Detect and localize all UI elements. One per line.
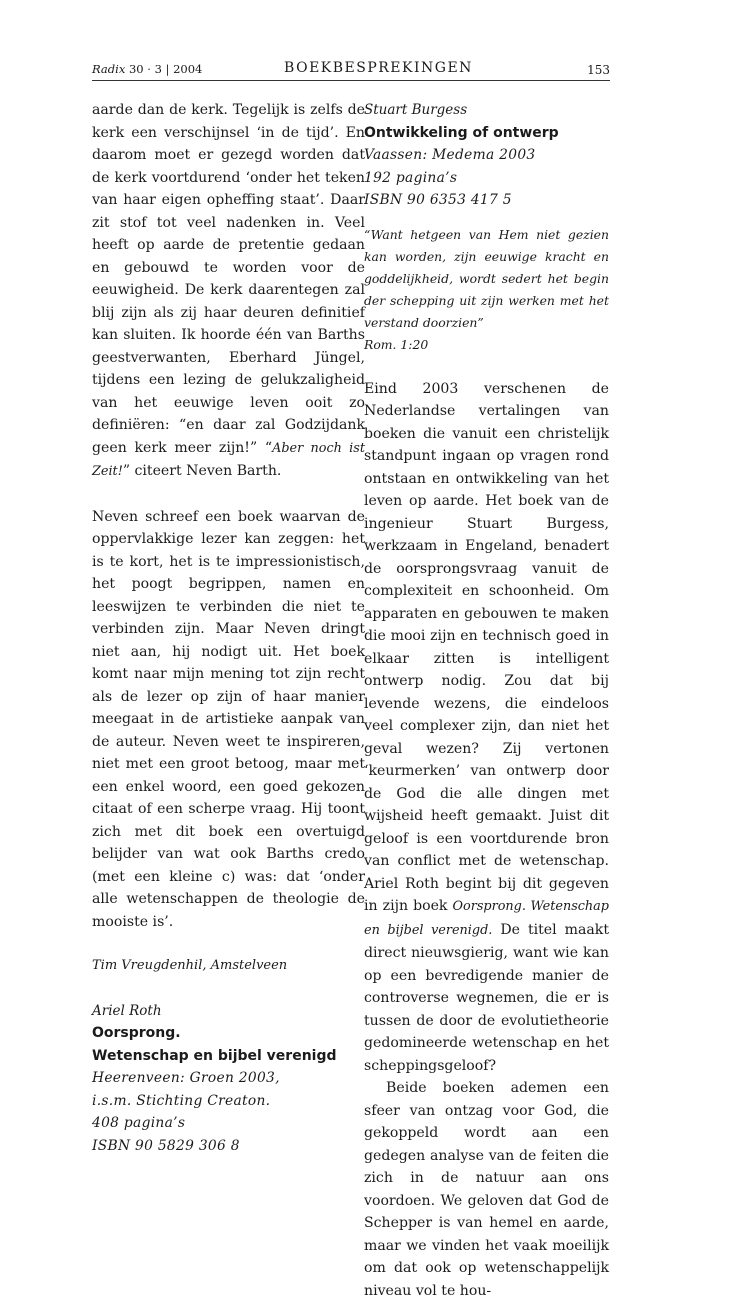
page-number: 153 xyxy=(587,63,610,77)
book-author: Stuart Burgess xyxy=(364,102,468,118)
book-cooperation: i.s.m. Stichting Creaton. xyxy=(92,1092,271,1109)
bible-quote: “Want hetgeen van Hem niet gezien kan worden, zijn eeuwige kracht en goddelijkheid, wordt sedert het begin der schepping uit zijn werken met het verstand doorzien” xyxy=(364,226,609,330)
book-publisher: Heerenveen: Groen 2003, xyxy=(92,1070,280,1086)
book-pages: 408 pagina’s xyxy=(92,1115,186,1131)
section-title: BOEKBESPREKINGEN xyxy=(284,60,473,76)
book-publisher: Vaassen: Medema 2003 xyxy=(364,147,536,163)
paragraph-barth-conclusion xyxy=(92,99,365,484)
book-info-burgess xyxy=(364,99,609,212)
left-column xyxy=(92,99,365,1157)
paragraph-text: ” citeert Neven Barth. xyxy=(122,463,282,479)
journal-issue: 30 · 3 | 2004 xyxy=(128,62,203,76)
book-author: Ariel Roth xyxy=(92,1002,162,1019)
paragraph-review-continued: Beide boeken ademen een sfeer van ontzag voor God, die gekoppeld wordt aan een gedegen analyse van de feiten die zich in de natuur aan ons voordoen. We geloven dat God de Schepper is van hemel en aarde, maar we vinden het vaak moeilijk om dat ook op wetenschappelijk niveau vol te hou- xyxy=(364,1080,609,1299)
paragraph-text: De titel maakt direct nieuwsgierig, want wie kan op een bevredigende manier de controverse wegnemen, die er is tussen de door de evolutietheorie gedomineerde wetenschap en het scheppingsgeloof? xyxy=(364,921,610,1074)
reviewer-signature: Tim Vreugdenhil, Amstelveen xyxy=(92,958,288,973)
right-column xyxy=(364,99,609,1302)
paragraph-review-intro xyxy=(364,378,609,1078)
german-quote: Aber noch ist Zeit! xyxy=(92,440,365,479)
book-title: Oorsprong. xyxy=(92,1025,181,1041)
running-header xyxy=(92,60,610,81)
book-isbn: ISBN 90 5829 306 8 xyxy=(92,1137,240,1154)
bible-reference: Rom. 1:20 xyxy=(364,336,429,352)
book-isbn: ISBN 90 6353 417 5 xyxy=(364,192,512,208)
book-subtitle: Wetenschap en bijbel verenigd xyxy=(92,1047,337,1064)
paragraph-text: aarde dan de kerk. Tegelijk is zelfs de kerk een verschijnsel ‘in de tijd’. En daarom moet er gezegd worden dat de kerk voortdurend ‘onder het teken van haar eigen opheffing staat’. Daar zit stof tot veel nadenken in. Veel heeft op aarde de pretentie gedaan en gebouwd te worden voor de eeuwigheid. De kerk daarentegen zal blij zijn als zij haar deuren definitief kan sluiten. Ik hoorde één van Barths geestverwanten, Eberhard Jüngel, tijdens een lezing de gelukzaligheid van het eeuwige leven ooit zo definiëren: “en daar zal Godzijdank geen kerk meer zijn!” “ xyxy=(92,102,365,456)
book-title: Ontwikkeling of ontwerp xyxy=(364,124,559,141)
paragraph-text: Eind 2003 verschenen de Nederlandse vertalingen van boeken die vanuit een christelijk standpunt ingaan op vragen rond ontstaan en ontwikkeling van het leven op aarde. Het boek van de ingenieur Stuart Burgess, werkzaam in Engeland, benadert de oorsprongsvraag vanuit de complexiteit en schoonheid. Om apparaten en gebouwen te maken die mooi zijn en technisch goed in elkaar zitten is intelligent ontwerp nodig. Zou dat bij levende wezens, die eindeloos veel complexer zijn, dan niet het geval wezen? Zij vertonen ‘keurmerken’ van ontwerp door de God die alle dingen met wijsheid heeft gemaakt. Juist dit geloof is een voortdurende bron van conflict met de wetenschap. Ariel Roth begint bij dit gegeven in zijn boek xyxy=(364,380,609,914)
paragraph-neven-review: Neven schreef een boek waarvan de oppervlakkige lezer kan zeggen: het is te kort, het is te impressionistisch, het poogt begrippen, namen en leeswijzen te verbinden die niet te verbinden zijn. Maar Neven dringt niet aan, hij nodigt uit. Het boek komt naar mijn mening tot zijn recht als de lezer op zijn of haar manier meegaat in de artistieke aanpak van de auteur. Neven weet te inspireren, niet met een groot betoog, maar met een enkel woord, een goed gekozen citaat of een scherpe vraag. Hij toont zich met dit boek een overtuigd belijder van wat ook Barths credo (met een kleine c) was: dat ‘onder alle wetenschappen de theologie de mooiste is’. xyxy=(92,508,365,930)
book-pages: 192 pagina’s xyxy=(364,169,458,186)
book-info-roth xyxy=(92,1000,365,1158)
journal-name: Radix xyxy=(92,62,126,76)
book-title-inline: Oorsprong. Wetenschap en bijbel verenigd. xyxy=(364,899,609,938)
